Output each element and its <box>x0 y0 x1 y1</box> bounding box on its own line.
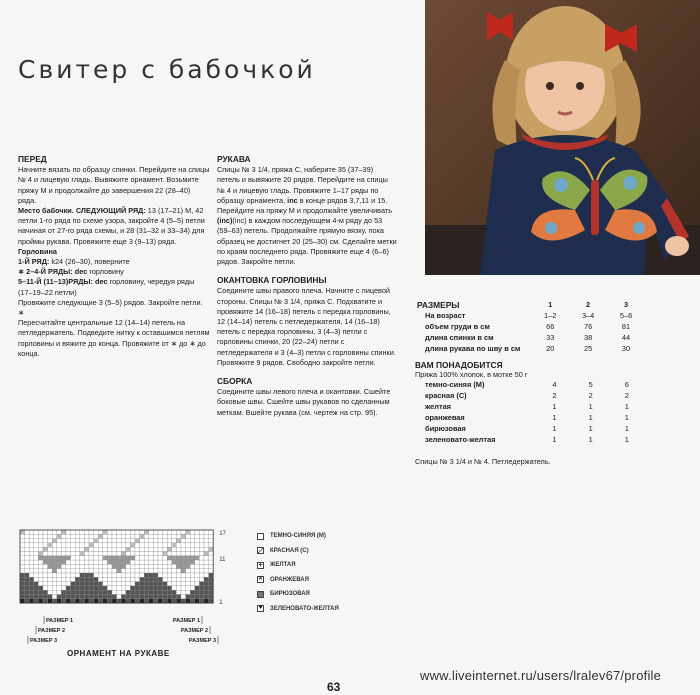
child-photo <box>425 0 700 275</box>
assembly-heading: СБОРКА <box>217 376 253 387</box>
heart-square-icon: ♥ <box>258 605 263 612</box>
materials-table <box>415 379 645 445</box>
sleeves-inc: inc <box>287 195 298 205</box>
legend-label: ОРАНЖЕВАЯ <box>270 576 309 583</box>
row-1 <box>18 257 210 267</box>
size-col-2: 2 <box>586 300 591 309</box>
butterfly-placement <box>18 206 210 247</box>
yarn-text: Пряжа 100% хлопок, в мотке 50 г <box>415 370 528 379</box>
gray-square-icon <box>257 591 264 598</box>
size-label-left: РАЗМЕР 2 <box>38 628 66 634</box>
row-2-4-text: горловину <box>87 267 124 277</box>
butterfly-lead: Место бабочки. СЛЕДУЮЩИЙ РЯД: <box>18 206 146 216</box>
size-label-right: РАЗМЕР 1 <box>172 618 200 624</box>
materials-heading: ВАМ ПОНАДОБИТСЯ <box>415 360 503 370</box>
front-section <box>18 154 210 359</box>
sleeves-heading: РУКАВА <box>217 154 251 164</box>
color-legend <box>257 529 339 616</box>
cross-square-icon: + <box>258 561 263 569</box>
front-outro: Пересчитайте центральные 12 (14–14) петель на петледержатель. Подведите нитку к оставшимся петлям горловины и вяжите до конца. Провяжите от ∗ до ∗ до конца. <box>18 318 210 358</box>
table-row: оранжевая 1 1 1 <box>425 413 629 422</box>
size-label-right: РАЗМЕР 3 <box>188 638 216 644</box>
front-intro: Начните вязать по образцу спинки. Перейдите на спицы № 4 и лицевую гладь. Вывяжите орнамент. Возьмите пряжу М и продолжайте до завершения 22 (28–40) ряда. <box>18 165 210 205</box>
neckband-text: Соедините швы правого плеча. Начните с лицевой стороны. Спицы № 3 1/4, пряжа С. Подхватите и провяжите 14 (16–18) петель с передка горловины, 12 (14–14) петель с петледержателя, 14 (16–18) петель с передка горловины, 3 (4–3) петли с горловины спинки, 20 (22–24) петли с петледержателя и 3 (4–3) петли с горловины спинки. Провяжите 9 рядов. Свободно закройте петли. <box>217 286 396 367</box>
butterfly-text: 13 (17–21) М, 42 петли 1-го ряда по схеме узора, закройте 4 (5–5) петли начиная от 27-го ряда схемы, и 28 (31–32 и 33–34) для проймы рукава. Провяжите еще 3 (9–13) ряда. <box>18 206 205 246</box>
middle-column <box>217 154 397 418</box>
row-1-lead: 1-Й РЯД: <box>18 257 50 267</box>
table-row: длина спинки в см 33 38 44 <box>425 333 631 342</box>
table-row: На возраст 1–2 3–4 5–6 <box>425 311 633 320</box>
front-continue: Провяжите следующие 3 (5–5) рядов. Закройте петли. ∗ <box>18 297 203 318</box>
row-2-4-lead: ∗ 2–4-Й РЯДЫ: dec <box>18 267 88 277</box>
table-row: объем груди в см 66 76 81 <box>425 322 631 331</box>
legend-label: ЖЕЛТАЯ <box>270 562 296 569</box>
row-5-11 <box>18 277 210 297</box>
chart-grid <box>14 528 254 653</box>
diagonal-square-icon <box>257 547 264 554</box>
sizes-heading: РАЗМЕРЫ <box>417 299 460 310</box>
legend-label: КРАСНАЯ (С) <box>270 547 309 554</box>
neck-heading: Горловина <box>18 246 57 256</box>
sleeves-text: Спицы № 3 1/4, пряжа С, наберите 35 (37–39) петель и вывяжите 20 рядов. Перейдите на спицы № 4 и лицевую гладь. Провяжите 1–17 ряды по образцу орнамента, inc в конце рядов 3,7,11 и 15. Перейдите на пряжу М и продолжайте увеличивать (inc)(inc) в каждом последующем 4-м ряду до 53 (59–63) петель. Продолжайте прямую вязку, пока образец не достигнет 20 (25–30) см. Сделайте метки по краям последнего ряда. Провяжите еще 4 (6–6) рядов. Закройте петли. <box>217 165 397 267</box>
legend-item <box>257 602 339 617</box>
table-row: желтая 1 1 1 <box>425 402 629 411</box>
sleeves-p1: Спицы № 3 1/4, пряжа С, наберите 35 (37–39) петель и вывяжите 20 рядов. Перейдите на спицы № 4 и лицевую гладь. Провяжите 1–17 ряды по образцу орнамента, <box>217 165 388 205</box>
sizes-section <box>415 299 645 466</box>
size-label-right: РАЗМЕР 2 <box>180 628 208 634</box>
row-5-11-lead: 5–11-Й (11–13)РЯДЫ: dec <box>18 277 108 287</box>
size-label-left: РАЗМЕР 1 <box>46 618 74 624</box>
source-url[interactable]: www.liveinternet.ru/users/lralev67/profile <box>420 668 662 683</box>
size-label-left: РАЗМЕР 3 <box>30 638 58 644</box>
table-row: темно-синяя (М) 4 5 6 <box>425 380 629 389</box>
size-col-3: 3 <box>623 300 629 309</box>
row-mark-label: 1 <box>219 599 223 606</box>
table-row: красная (С) 2 2 2 <box>425 391 629 400</box>
row-1-text: k24 (26–30), поверните <box>49 257 130 267</box>
blank-square-icon <box>257 533 264 540</box>
assembly-text: Соедините швы левого плеча и окантовки. Сшейте боковые швы. Сшейте швы рукавов по сделанным меткам. Вшейте рукава (см. чертеж на стр. 95). <box>217 387 391 417</box>
x-square-icon: ✕ <box>258 576 264 583</box>
sleeves-p2: в конце рядов 3,7,11 и 15. Перейдите на пряжу М и продолжайте увеличивать <box>217 195 393 216</box>
neckband-heading: ОКАНТОВКА ГОРЛОВИНЫ <box>217 275 327 286</box>
row-5-11-text: горловину, чередуя ряды (17–19–22 петли) <box>18 277 195 297</box>
table-row: бирюзовая 1 1 1 <box>425 424 629 433</box>
page-title: Свитер с бабочкой <box>18 55 316 84</box>
front-heading: ПЕРЕД <box>18 154 47 164</box>
row-mark-label: 17 <box>219 531 226 537</box>
chart-caption: ОРНАМЕНТ НА РУКАВЕ <box>67 649 170 658</box>
needles-text: Спицы № 3 1/4 и № 4. Петледержатель. <box>415 457 551 466</box>
legend-label: ТЕМНО-СИНЯЯ (М) <box>270 533 326 540</box>
page-number: 63 <box>327 680 341 694</box>
legend-item <box>257 529 339 544</box>
legend-item <box>257 587 339 602</box>
row-2-4 <box>18 267 210 277</box>
size-col-1: 1 <box>548 300 553 309</box>
legend-item <box>257 544 339 559</box>
sizes-table <box>415 299 645 354</box>
table-row: длина рукава по шву в см 20 25 30 <box>425 344 631 353</box>
knitting-chart <box>14 528 254 658</box>
legend-label: БИРЮЗОВАЯ <box>270 591 310 598</box>
legend-item <box>257 573 339 588</box>
legend-label: ЗЕЛЕНОВАТО-ЖЕЛТАЯ <box>270 605 339 612</box>
chart-cells <box>20 530 213 603</box>
legend-item <box>257 558 339 573</box>
table-row: зеленовато-желтая 1 1 1 <box>425 435 629 444</box>
row-mark-label: 11 <box>219 556 226 563</box>
sleeves-p3: (inc) в каждом последующем 4-м ряду до 53 (59–63) петель. Продолжайте прямую вязку, пока образец не достигнет 20 (25–30) см. Сделайте метки по краям последнего ряда. Провяжите еще 4 (6–6) рядов. Закройте петли. <box>217 216 397 267</box>
